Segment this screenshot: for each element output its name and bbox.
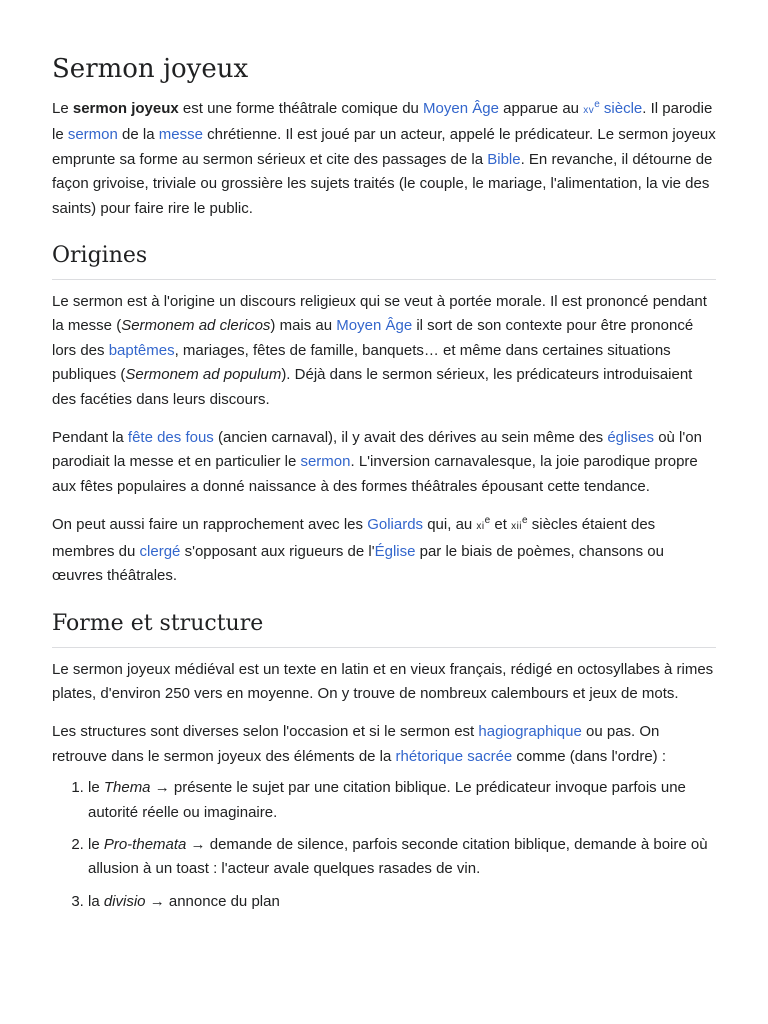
- link-moyen-age-2[interactable]: Moyen Âge: [336, 317, 413, 335]
- origines-paragraph-3: [52, 513, 716, 588]
- link-rhetorique-sacree[interactable]: rhétorique sacrée: [395, 747, 513, 765]
- text: de la: [117, 126, 159, 144]
- text: Le sermon est à l'origine un discours religieux qui se veut à portée morale. Il est prononcé pendant la messe (: [52, 293, 707, 335]
- list-item: [88, 890, 716, 914]
- structure-list: [52, 776, 716, 914]
- text: . Il parodie le: [52, 100, 713, 144]
- page-title: Sermon joyeux: [52, 54, 249, 84]
- intro-paragraph: [52, 97, 716, 221]
- text: le: [88, 835, 104, 853]
- text: → annonce du plan: [145, 892, 280, 910]
- italic-term: Sermonem ad clericos: [121, 317, 271, 335]
- link-hagiographique[interactable]: hagiographique: [478, 723, 582, 741]
- text: Les structures sont diverses selon l'occasion et si le sermon est: [52, 723, 479, 741]
- origines-paragraph-1: [52, 290, 716, 412]
- text: s'opposant aux rigueurs de l': [180, 542, 375, 560]
- italic-term: Pro-themata: [103, 835, 187, 853]
- text: comme (dans l'ordre) :: [512, 747, 667, 765]
- forme-paragraph-1: Le sermon joyeux médiéval est un texte en latin et en vieux français, rédigé en octosyllabes à rimes plates, d'environ 250 vers en moyenne. On y trouve de nombreux calembours et jeux de mots.: [52, 660, 714, 702]
- text: Le: [52, 100, 73, 117]
- text: apparue au: [498, 100, 584, 117]
- text: → demande de silence, parfois seconde citation biblique, demande à boire où allusion à un toast : l'acteur avale quelques rasades de vin.: [88, 835, 708, 878]
- text: ). Déjà dans le sermon sérieux, les prédicateurs introduisaient des facéties dans leurs discours.: [52, 366, 693, 408]
- section-heading-origines: Origines: [52, 242, 716, 280]
- italic-term: Sermonem ad populum: [125, 366, 282, 384]
- superscript: e: [484, 515, 491, 527]
- forme-paragraph-2: [52, 720, 716, 769]
- link-fete-des-fous[interactable]: fête des fous: [127, 429, 214, 447]
- bold-term: sermon joyeux: [72, 100, 179, 117]
- list-item: [88, 776, 716, 825]
- link-bible[interactable]: Bible: [487, 150, 521, 168]
- link-text: siècle: [599, 100, 643, 117]
- list-item: [88, 833, 716, 882]
- text: le: [88, 779, 104, 797]
- smallcaps-numeral: xv: [583, 105, 595, 116]
- text: Pendant la: [52, 429, 128, 447]
- superscript: e: [522, 515, 528, 527]
- text: ) mais au: [270, 317, 337, 335]
- text: qui, au: [423, 516, 477, 534]
- superscript: e: [594, 99, 600, 110]
- link-eglise[interactable]: Église: [374, 542, 416, 560]
- section-heading-forme: Forme et structure: [52, 610, 716, 648]
- text: la: [88, 892, 104, 910]
- text: et: [490, 516, 512, 534]
- text: chrétienne. Il est joué par un acteur, appelé le prédicateur. Le sermon joyeux emprunte sa forme au sermon sérieux et cite des passages de la: [52, 126, 716, 168]
- text: où l'on parodiait la messe et en particulier le: [52, 429, 702, 471]
- origines-paragraph-2: [52, 426, 716, 499]
- text: par le biais de poèmes, chansons ou œuvres théâtrales.: [52, 542, 664, 585]
- text: il sort de son contexte pour être prononcé lors des: [52, 317, 694, 359]
- smallcaps-numeral: xii: [511, 521, 523, 533]
- link-goliards[interactable]: Goliards: [367, 516, 424, 534]
- text: est une forme théâtrale comique du: [178, 100, 424, 117]
- link-messe[interactable]: messe: [158, 126, 203, 144]
- text: ou pas. On retrouve dans le sermon joyeux des éléments de la: [52, 723, 660, 765]
- link-baptemes[interactable]: baptêmes: [108, 341, 175, 359]
- link-moyen-age[interactable]: Moyen Âge: [423, 100, 499, 117]
- text: . En revanche, il détourne de façon grivoise, triviale ou grossière les sujets traités (le couple, le mariage, l'alimentation, la vie des saints) pour faire rire le public.: [52, 150, 713, 217]
- text: siècles étaient des membres du: [52, 516, 656, 560]
- smallcaps-numeral: xi: [476, 521, 485, 533]
- text: . L'inversion carnavalesque, la joie parodique propre aux fêtes populaires a donné naissance à des formes théâtrales épousant cette tendance.: [52, 453, 698, 495]
- italic-term: divisio: [103, 892, 146, 910]
- link-sermon[interactable]: sermon: [67, 126, 118, 144]
- italic-term: Thema: [103, 779, 151, 797]
- link-xve-siecle[interactable]: [583, 100, 642, 117]
- text: → présente le sujet par une citation biblique. Le prédicateur invoque parfois une autorité réelle ou imaginaire.: [88, 779, 686, 821]
- link-eglises[interactable]: églises: [607, 429, 655, 447]
- link-sermon-2[interactable]: sermon: [300, 453, 351, 471]
- text: (ancien carnaval), il y avait des dérives au sein même des: [213, 429, 608, 447]
- text: On peut aussi faire un rapprochement avec les: [52, 516, 368, 534]
- text: , mariages, fêtes de famille, banquets… et même dans certaines situations publiques (: [52, 341, 671, 384]
- link-clerge[interactable]: clergé: [139, 542, 181, 560]
